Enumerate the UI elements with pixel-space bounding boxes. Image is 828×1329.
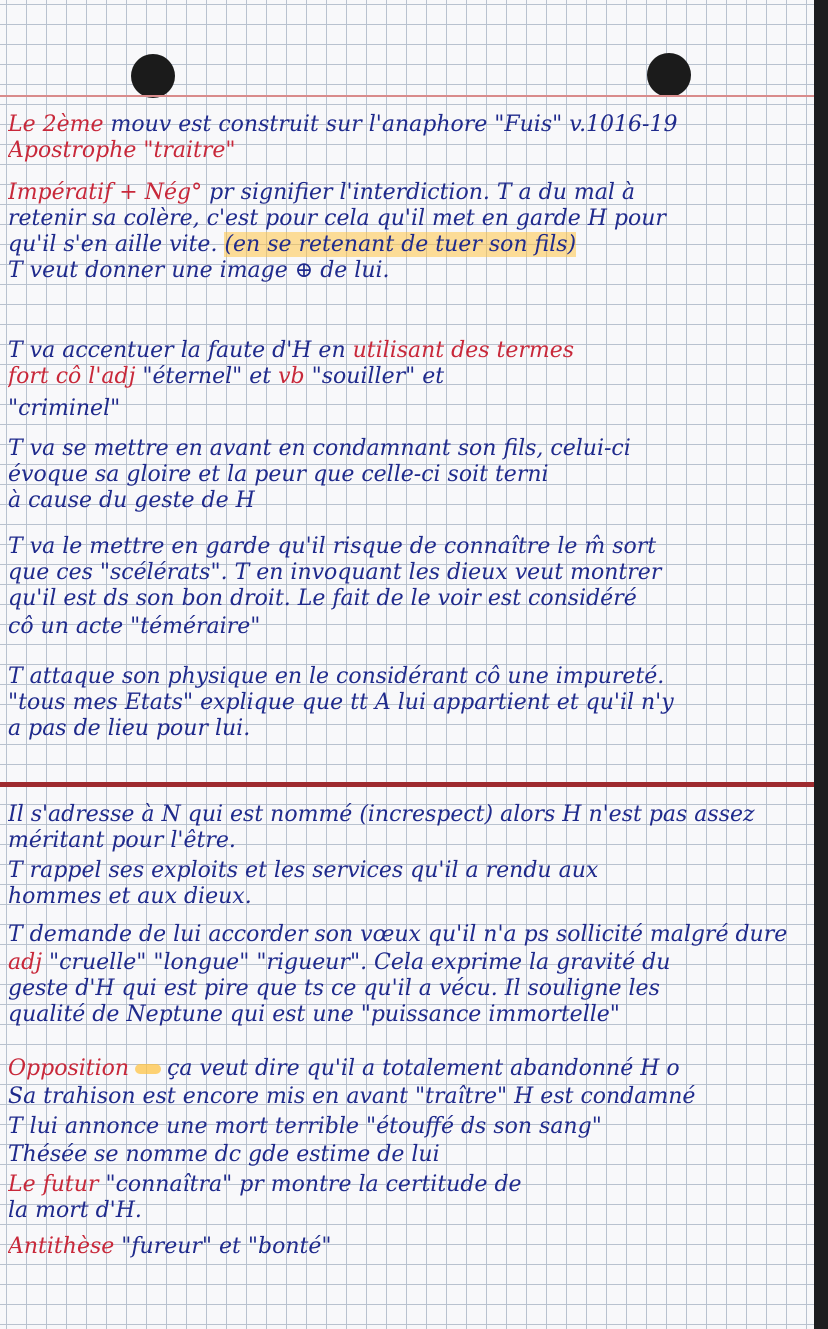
note-line — [8, 1114, 808, 1140]
note-line — [8, 802, 808, 828]
note-text: à cause du geste de H — [8, 488, 255, 513]
note-text: T va se mettre en avant en condamnant son fils, celui-ci — [8, 436, 631, 461]
note-line — [8, 488, 808, 514]
note-text: qualité de Neptune qui est une "puissance immortelle" — [8, 1002, 620, 1027]
note-line — [8, 1084, 808, 1110]
note-text: T rappel ses exploits et les services qu'il a rendu aux — [8, 858, 599, 883]
note-text: ça veut dire qu'il a totalement abandonné H o — [167, 1056, 680, 1081]
highlighted-text: (en se retenant de tuer son fils) — [224, 232, 577, 257]
note-text: que ces "scélérats". T en invoquant les dieux veut montrer — [8, 560, 662, 585]
note-text: T attaque son physique en le considérant cô une impureté. — [8, 664, 665, 689]
note-line — [8, 534, 808, 560]
note-line — [8, 206, 808, 232]
note-text: la mort d'H. — [8, 1198, 142, 1223]
note-line — [8, 976, 808, 1002]
note-text: "connaîtra" pr montre la certitude de — [105, 1172, 522, 1197]
note-text: cô un acte "téméraire" — [8, 614, 261, 639]
note-text: T va le mettre en garde qu'il risque de connaître le m̂ sort — [8, 534, 657, 559]
note-line — [8, 586, 808, 612]
red-label: Opposition — [8, 1056, 130, 1081]
note-text: évoque sa gloire et la peur que celle-ci soit terni — [8, 462, 549, 487]
note-line — [8, 950, 808, 976]
note-line — [8, 1172, 808, 1198]
note-text: qu'il est ds son bon droit. Le fait de le voir est considéré — [8, 586, 637, 611]
red-label: Antithèse — [8, 1234, 115, 1259]
red-label: vb — [278, 364, 312, 389]
note-text: T demande de lui accorder son vœux qu'il n'a ps sollicité malgré dure — [8, 922, 788, 947]
note-line — [8, 858, 808, 884]
note-text: T veut donner une image ⊕ de lui. — [8, 258, 390, 283]
note-text: "cruelle" "longue" "rigueur". Cela exprime la gravité du — [49, 950, 671, 975]
note-line — [8, 180, 808, 206]
note-line — [8, 232, 808, 258]
note-text: a pas de lieu pour lui. — [8, 716, 251, 741]
note-line — [8, 112, 808, 138]
note-line — [8, 922, 808, 948]
note-line — [8, 560, 808, 586]
note-line — [8, 436, 808, 462]
red-label: Le futur — [8, 1172, 106, 1197]
note-text: "souiller" et — [311, 364, 445, 389]
note-line — [8, 338, 808, 364]
note-line — [8, 884, 808, 910]
note-line — [8, 614, 808, 640]
note-line — [8, 828, 808, 854]
note-text: T va accentuer la faute d'H en — [8, 338, 353, 363]
note-text: qu'il s'en aille vite. — [8, 232, 225, 257]
note-text: Sa trahison est encore mis en avant "traître" H est condamné — [8, 1084, 696, 1109]
note-text: mouv est construit sur l'anaphore "Fuis" v.1016-19 — [110, 112, 678, 137]
note-text: pr signifier l'interdiction. T a du mal à — [209, 180, 636, 205]
note-text: méritant pour l'être. — [8, 828, 236, 853]
note-line — [8, 462, 808, 488]
note-text: hommes et aux dieux. — [8, 884, 252, 909]
note-text: retenir sa colère, c'est pour cela qu'il met en garde H pour — [8, 206, 666, 231]
highlighter-mark — [135, 1064, 161, 1074]
red-label: utilisant des termes — [352, 338, 575, 363]
red-label: Apostrophe "traitre" — [8, 138, 236, 163]
note-line — [8, 716, 808, 742]
note-text: geste d'H qui est pire que ts ce qu'il a vécu. Il souligne les — [8, 976, 660, 1001]
note-text: T lui annonce une mort terrible "étouffé ds son sang" — [8, 1114, 602, 1139]
note-line — [8, 1234, 808, 1260]
note-line — [8, 690, 808, 716]
note-line — [8, 1056, 808, 1082]
red-label: adj — [8, 950, 50, 975]
red-label: fort cô l'adj — [8, 364, 143, 389]
note-line — [8, 664, 808, 690]
note-line — [8, 1198, 808, 1224]
note-line — [8, 364, 808, 390]
note-text: Thésée se nomme dc gde estime de lui — [8, 1142, 440, 1167]
note-line — [8, 258, 808, 284]
note-text: Il s'adresse à N qui est nommé (increspect) alors H n'est pas assez — [8, 802, 755, 827]
note-text: "criminel" — [8, 396, 121, 421]
note-text: "éternel" et — [142, 364, 279, 389]
red-label: Impératif + Nég° — [8, 180, 210, 205]
note-text: "fureur" et "bonté" — [114, 1234, 332, 1259]
note-text: "tous mes Etats" explique que tt A lui appartient et qu'il n'y — [8, 690, 674, 715]
red-label: Le 2ème — [8, 112, 111, 137]
note-line — [8, 396, 808, 422]
note-line — [8, 1002, 808, 1028]
note-line — [8, 138, 808, 164]
note-line — [8, 1142, 808, 1168]
